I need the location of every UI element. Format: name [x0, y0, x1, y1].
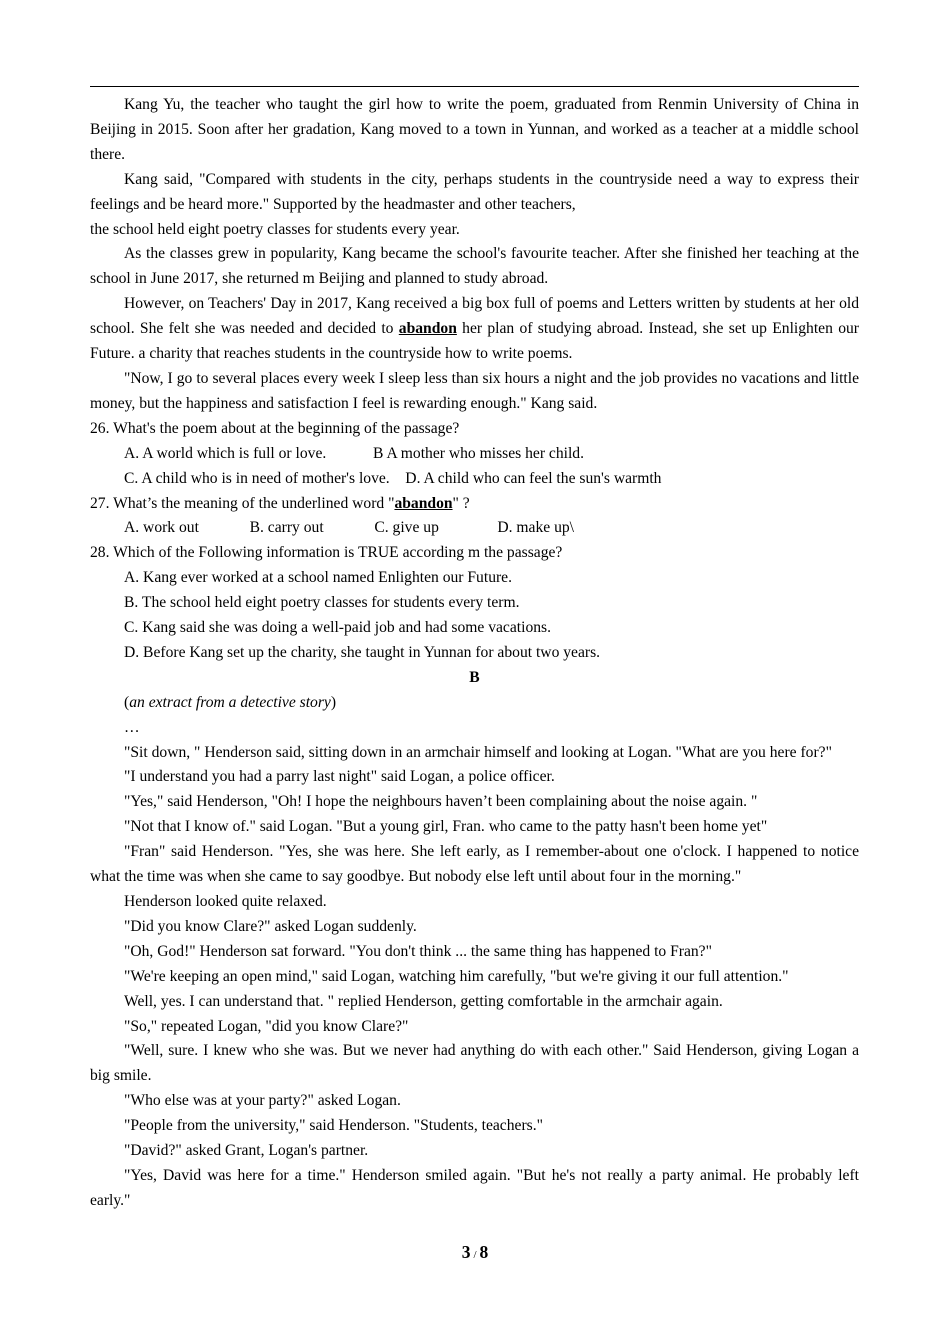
- current-page-number: 3: [461, 1242, 471, 1262]
- story-line: "Yes, David was here for a time." Henderson smiled again. "But he's not really a party animal. He probably left early.": [90, 1166, 859, 1209]
- story-line: "Fran" said Henderson. "Yes, she was here. She left early, as I remember-about one o'clock. I happened to notice what the time was when she came to say goodbye. But nobody else left until about four in the morning.": [90, 843, 859, 886]
- question-28-option-d: D. Before Kang set up the charity, she taught in Yunnan for about two years.: [124, 643, 601, 661]
- paragraph-a2: Kang said, "Compared with students in the city, perhaps students in the countryside need a way to express their feelings and be heard more." Supported by the headmaster and other teachers,: [90, 170, 859, 213]
- question-26-options-line-1: A. A world which is full or love. B A mother who misses her child.: [124, 444, 584, 462]
- extract-open-paren: (: [124, 693, 130, 711]
- question-27-stem-before: 27. What’s the meaning of the underlined word ": [90, 494, 395, 512]
- story-line: "Did you know Clare?" asked Logan suddenly.: [124, 917, 417, 935]
- story-line: Well, yes. I can understand that. " replied Henderson, getting comfortable in the armchair again.: [124, 992, 723, 1010]
- question-27-stem-after: " ?: [452, 494, 470, 512]
- section-b-extract-note: [90, 691, 859, 716]
- question-28-option-c: C. Kang said she was doing a well-paid job and had some vacations.: [124, 619, 552, 637]
- story-line: "People from the university," said Henderson. "Students, teachers.": [124, 1117, 543, 1135]
- story-line: "So," repeated Logan, "did you know Clare?": [124, 1017, 409, 1035]
- extract-italic-text: an extract from a detective story: [129, 693, 331, 711]
- underlined-keyword: abandon: [398, 320, 457, 338]
- question-26-options-line-2: C. A child who is in need of mother's love. D. A child who can feel the sun's warmth: [124, 469, 662, 487]
- paragraph-a4-after: her plan of studying abroad. Instead, she set up Enlighten our Future. a charity that reaches students in the countryside how to write poems.: [90, 320, 859, 363]
- section-b-heading: B: [469, 668, 480, 686]
- paragraph-a4: [90, 292, 859, 367]
- question-27-stem: [90, 492, 859, 517]
- question-26-stem: 26. What's the poem about at the beginning of the passage?: [90, 419, 460, 437]
- document-page: [90, 93, 859, 1214]
- paragraph-a4-before: However, on Teachers' Day in 2017, Kang received a big box full of poems and Letters written by students at her old school. She felt she was needed and decided to: [90, 295, 859, 338]
- story-line: "Who else was at your party?" asked Logan.: [124, 1092, 401, 1110]
- story-line: "David?" asked Grant, Logan's partner.: [124, 1142, 369, 1160]
- paragraph-a1: Kang Yu, the teacher who taught the girl how to write the poem, graduated from Renmin University of China in Beijing in 2015. Soon after her gradation, Kang moved to a town in Yunnan, and worked as a teacher at a middle school there.: [90, 96, 859, 163]
- question-27-options: A. work out B. carry out C. give up D. make up\: [124, 519, 575, 537]
- story-line: "Yes," said Henderson, "Oh! I hope the neighbours haven’t been complaining about the noise again. ": [124, 793, 758, 811]
- story-line: "Sit down, " Henderson said, sitting down in an armchair himself and looking at Logan. "What are you here for?": [124, 743, 832, 761]
- extract-close-paren: ): [330, 693, 337, 711]
- story-line: Henderson looked quite relaxed.: [124, 893, 327, 910]
- paragraph-a2-continued: the school held eight poetry classes for students every year.: [90, 220, 460, 238]
- story-line: "Oh, God!" Henderson sat forward. "You don't think ... the same thing has happened to Fran?": [124, 942, 712, 960]
- question-27-keyword: abandon: [394, 494, 453, 512]
- paragraph-a3: As the classes grew in popularity, Kang became the school's favourite teacher. After she finished her teaching at the school in June 2017, she returned m Beijing and planned to study abroad.: [90, 245, 859, 288]
- page-separator: /: [473, 1249, 477, 1261]
- story-line: "Well, sure. I knew who she was. But we never had anything do with each other." Said Henderson, giving Logan a big smile.: [90, 1042, 859, 1085]
- story-line: "Not that I know of." said Logan. "But a young girl, Fran. who came to the patty hasn't been home yet": [124, 818, 768, 836]
- question-28-option-b: B. The school held eight poetry classes for students every term.: [124, 594, 520, 612]
- question-28-option-a: A. Kang ever worked at a school named Enlighten our Future.: [124, 569, 513, 587]
- section-b-ellipsis: …: [124, 718, 140, 736]
- page-number: [0, 1242, 950, 1263]
- story-line: "I understand you had a parry last night" said Logan, a police officer.: [124, 768, 555, 786]
- total-pages-number: 8: [479, 1242, 489, 1262]
- question-28-stem: 28. Which of the Following information is TRUE according m the passage?: [90, 544, 563, 562]
- header-rule: [90, 86, 859, 87]
- story-line: "We're keeping an open mind," said Logan, watching him carefully, "but we're giving it our full attention.": [124, 967, 789, 985]
- paragraph-a5: "Now, I go to several places every week I sleep less than six hours a night and the job provides no vacations and little money, but the happiness and satisfaction I feel is rewarding enough." Kang said.: [90, 369, 859, 412]
